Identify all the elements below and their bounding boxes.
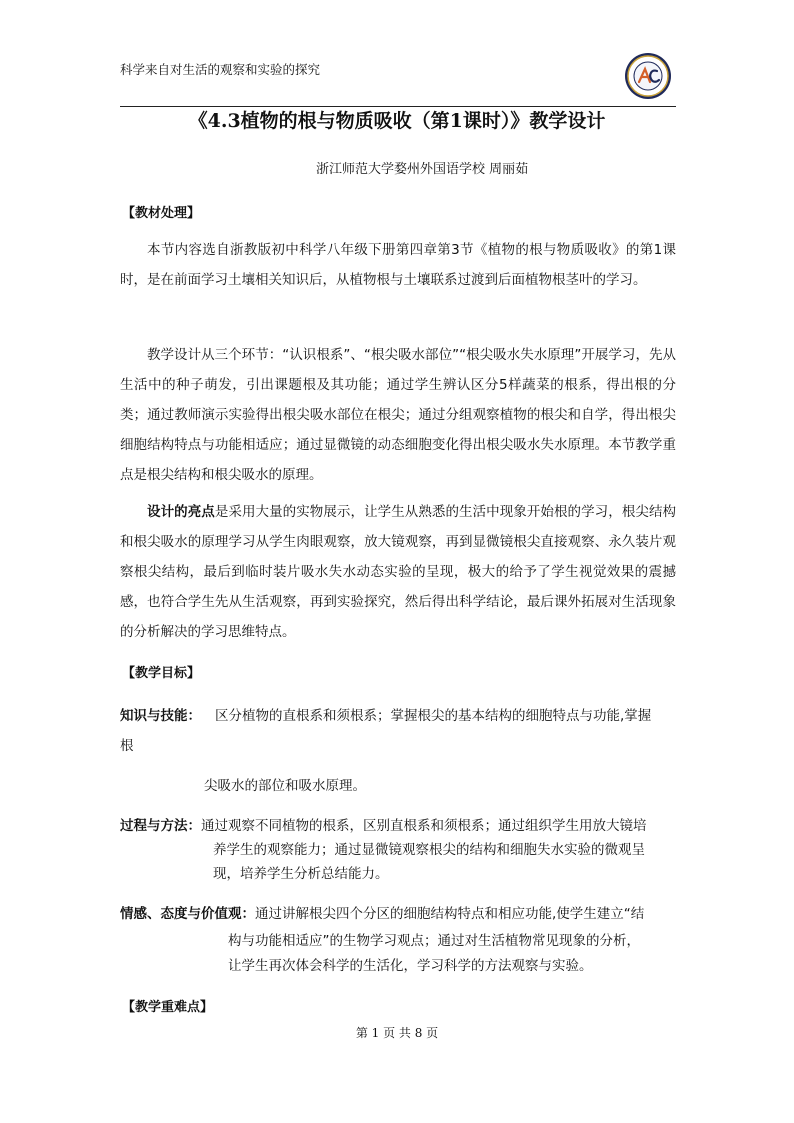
author-line: 浙江师范大学婺州外国语学校 周丽茹 [316, 162, 529, 177]
objective-process [120, 814, 680, 838]
objective-knowledge-label: 知识与技能： [120, 708, 201, 724]
objective-knowledge-wrap: 根 [120, 738, 134, 754]
objective-process-cont1: 养学生的观察能力；通过显微镜观察根尖的结构和细胞失水实验的微观呈 [213, 842, 645, 858]
highlight-text: 是采用大量的实物展示，让学生从熟悉的生活中现象开始根的学习，根尖结构和根尖吸水的原理学习从学生肉眼观察，放大镜观察，再到显微镜根尖直接观察、永久装片观察根尖结构，最后到临时装片吸水失水动态实验的呈现，极大的给予了学生视觉效果的震撼感，也符合学生先从生活观察，再到实验探究，然后得出科学结论，最后课外拓展对生活现象的分析解决的学习思维特点。 [120, 504, 677, 640]
objective-emotion [120, 902, 680, 926]
objective-emotion-cont2: 让学生再次体会科学的生活化，学习科学的方法观察与实验。 [228, 958, 593, 974]
paragraph-design: 教学设计从三个环节：“认识根系”、“根尖吸水部位”“根尖吸水失水原理”开展学习，先从生活中的种子萌发，引出课题根及其功能；通过学生辨认区分5样蔬菜的根系，得出根的分类；通过教师演示实验得出根尖吸水部位在根尖；通过分组观察植物的根尖和自学，得出根尖细胞结构特点与功能相适应；通过显微镜的动态细胞变化得出根尖吸水失水原理。本节教学重点是根尖结构和根尖吸水的原理。 [120, 347, 676, 483]
objective-emotion-cont1: 构与功能相适应”的生物学习观点；通过对生活植物常见现象的分析， [228, 933, 640, 949]
objective-emotion-label: 情感、态度与价值观： [120, 906, 255, 922]
paragraph-highlight [120, 497, 676, 647]
objective-knowledge-cont: 尖吸水的部位和吸水原理。 [204, 778, 366, 794]
objective-process-cont2: 现，培养学生分析总结能力。 [213, 866, 389, 882]
objective-process-text: 通过观察不同植物的根系，区别直根系和须根系；通过组织学生用放大镜培 [201, 818, 647, 834]
objective-knowledge-text: 区分植物的直根系和须根系；掌握根尖的基本结构的细胞特点与功能,掌握 [215, 708, 652, 724]
section-heading-goals: 【教学目标】 [122, 666, 201, 681]
school-seal-logo-icon [624, 52, 672, 100]
objective-emotion-text: 通过讲解根尖四个分区的细胞结构特点和相应功能,使学生建立“结 [255, 906, 645, 922]
objective-process-label: 过程与方法： [120, 818, 201, 834]
page-title: 《4.3植物的根与物质吸收（第1课时）》教学设计 [188, 110, 606, 132]
page-number: 第 1 页 共 8 页 [355, 1026, 439, 1040]
section-heading-key-points: 【教学重难点】 [122, 1000, 214, 1015]
objective-knowledge [120, 704, 680, 728]
paragraph-intro: 本节内容选自浙教版初中科学八年级下册第四章第3节《植物的根与物质吸收》的第1课时，是在前面学习土壤相关知识后，从植物根与土壤联系过渡到后面植物根茎叶的学习。 [120, 242, 676, 288]
section-heading-material: 【教材处理】 [122, 206, 201, 221]
highlight-label: 设计的亮点 [147, 504, 215, 520]
header-text: 科学来自对生活的观察和实验的探究 [120, 62, 321, 77]
